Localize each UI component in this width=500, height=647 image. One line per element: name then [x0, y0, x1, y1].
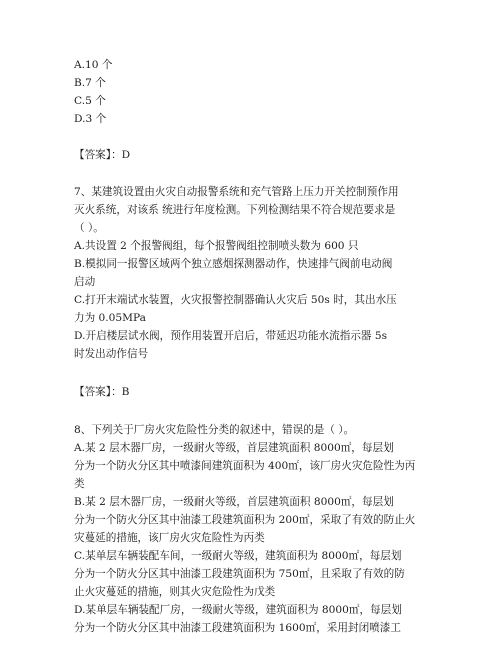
- option-b: 启动: [74, 276, 96, 288]
- option-d: 时发出动作信号: [74, 348, 149, 360]
- option-b: 灾蔓延的措施，该厂房火灾危险性为丙类: [74, 532, 265, 544]
- option-d: D.开启楼层试水阀，预作用装置开启后，带延迟功能水流指示器 5s: [74, 330, 388, 342]
- question-8-text: 8、下列关于厂房火灾危险性分类的叙述中，错误的是（ ）。: [74, 424, 355, 436]
- option-b: B.模拟同一报警区域两个独立感烟探测器动作，快速排气阀前电动阀: [74, 258, 393, 270]
- option-c: C.打开末端试水装置，火灾报警控制器确认火灾后 50s 时，其出水压: [74, 294, 397, 306]
- option-a: A.共设置 2 个报警阀组，每个报警阀组控制喷头数为 600 只: [74, 240, 359, 252]
- option-c: C.某单层车辆装配车间，一级耐火等级，建筑面积为 8000㎡，每层划: [74, 550, 402, 562]
- option-d: D.3 个: [74, 113, 107, 125]
- option-c: 止火灾蔓延的措施，则其火灾危险性为戊类: [74, 586, 276, 598]
- option-a: A.某 2 层木器厂房，一级耐火等级，首层建筑面积 8000㎡，每层划: [74, 442, 394, 454]
- question-7-text: （ ）。: [74, 222, 104, 234]
- option-d: D.某单层车辆装配厂房，一级耐火等级，建筑面积为 8000㎡，每层划: [74, 604, 402, 616]
- option-b: B.7 个: [74, 77, 106, 89]
- option-c: 分为一个防火分区其中油漆工段建筑面积为 750㎡，且采取了有效的防: [74, 568, 405, 580]
- option-b: 分为一个防火分区其中油漆工段建筑面积为 200㎡，采取了有效的防止火: [74, 514, 416, 526]
- answer-line: 【答案】：B: [74, 386, 130, 398]
- option-d: 分为一个防火分区其中油漆工段建筑面积为 1600㎡，采用封闭喷漆工: [74, 622, 401, 634]
- option-a: 分为一个防火分区其中喷漆间建筑面积为 400㎡，该厂房火灾危险性为丙: [74, 460, 416, 472]
- option-c: 力为 0.05MPa: [74, 312, 146, 324]
- option-a: A.10 个: [74, 59, 113, 71]
- option-c: C.5 个: [74, 95, 106, 107]
- option-a: 类: [74, 478, 85, 490]
- option-b: B.某 2 层木器厂房，一级耐火等级，首层建筑面积 8000㎡，每层划: [74, 496, 394, 508]
- answer-line: 【答案】：D: [74, 149, 131, 161]
- question-7-text: 7、某建筑设置由火灾自动报警系统和充气管路上压力开关控制预作用: [74, 186, 399, 198]
- question-7-text: 灭火系统，对该系 统进行年度检测。下列检测结果不符合规范要求是: [74, 204, 396, 216]
